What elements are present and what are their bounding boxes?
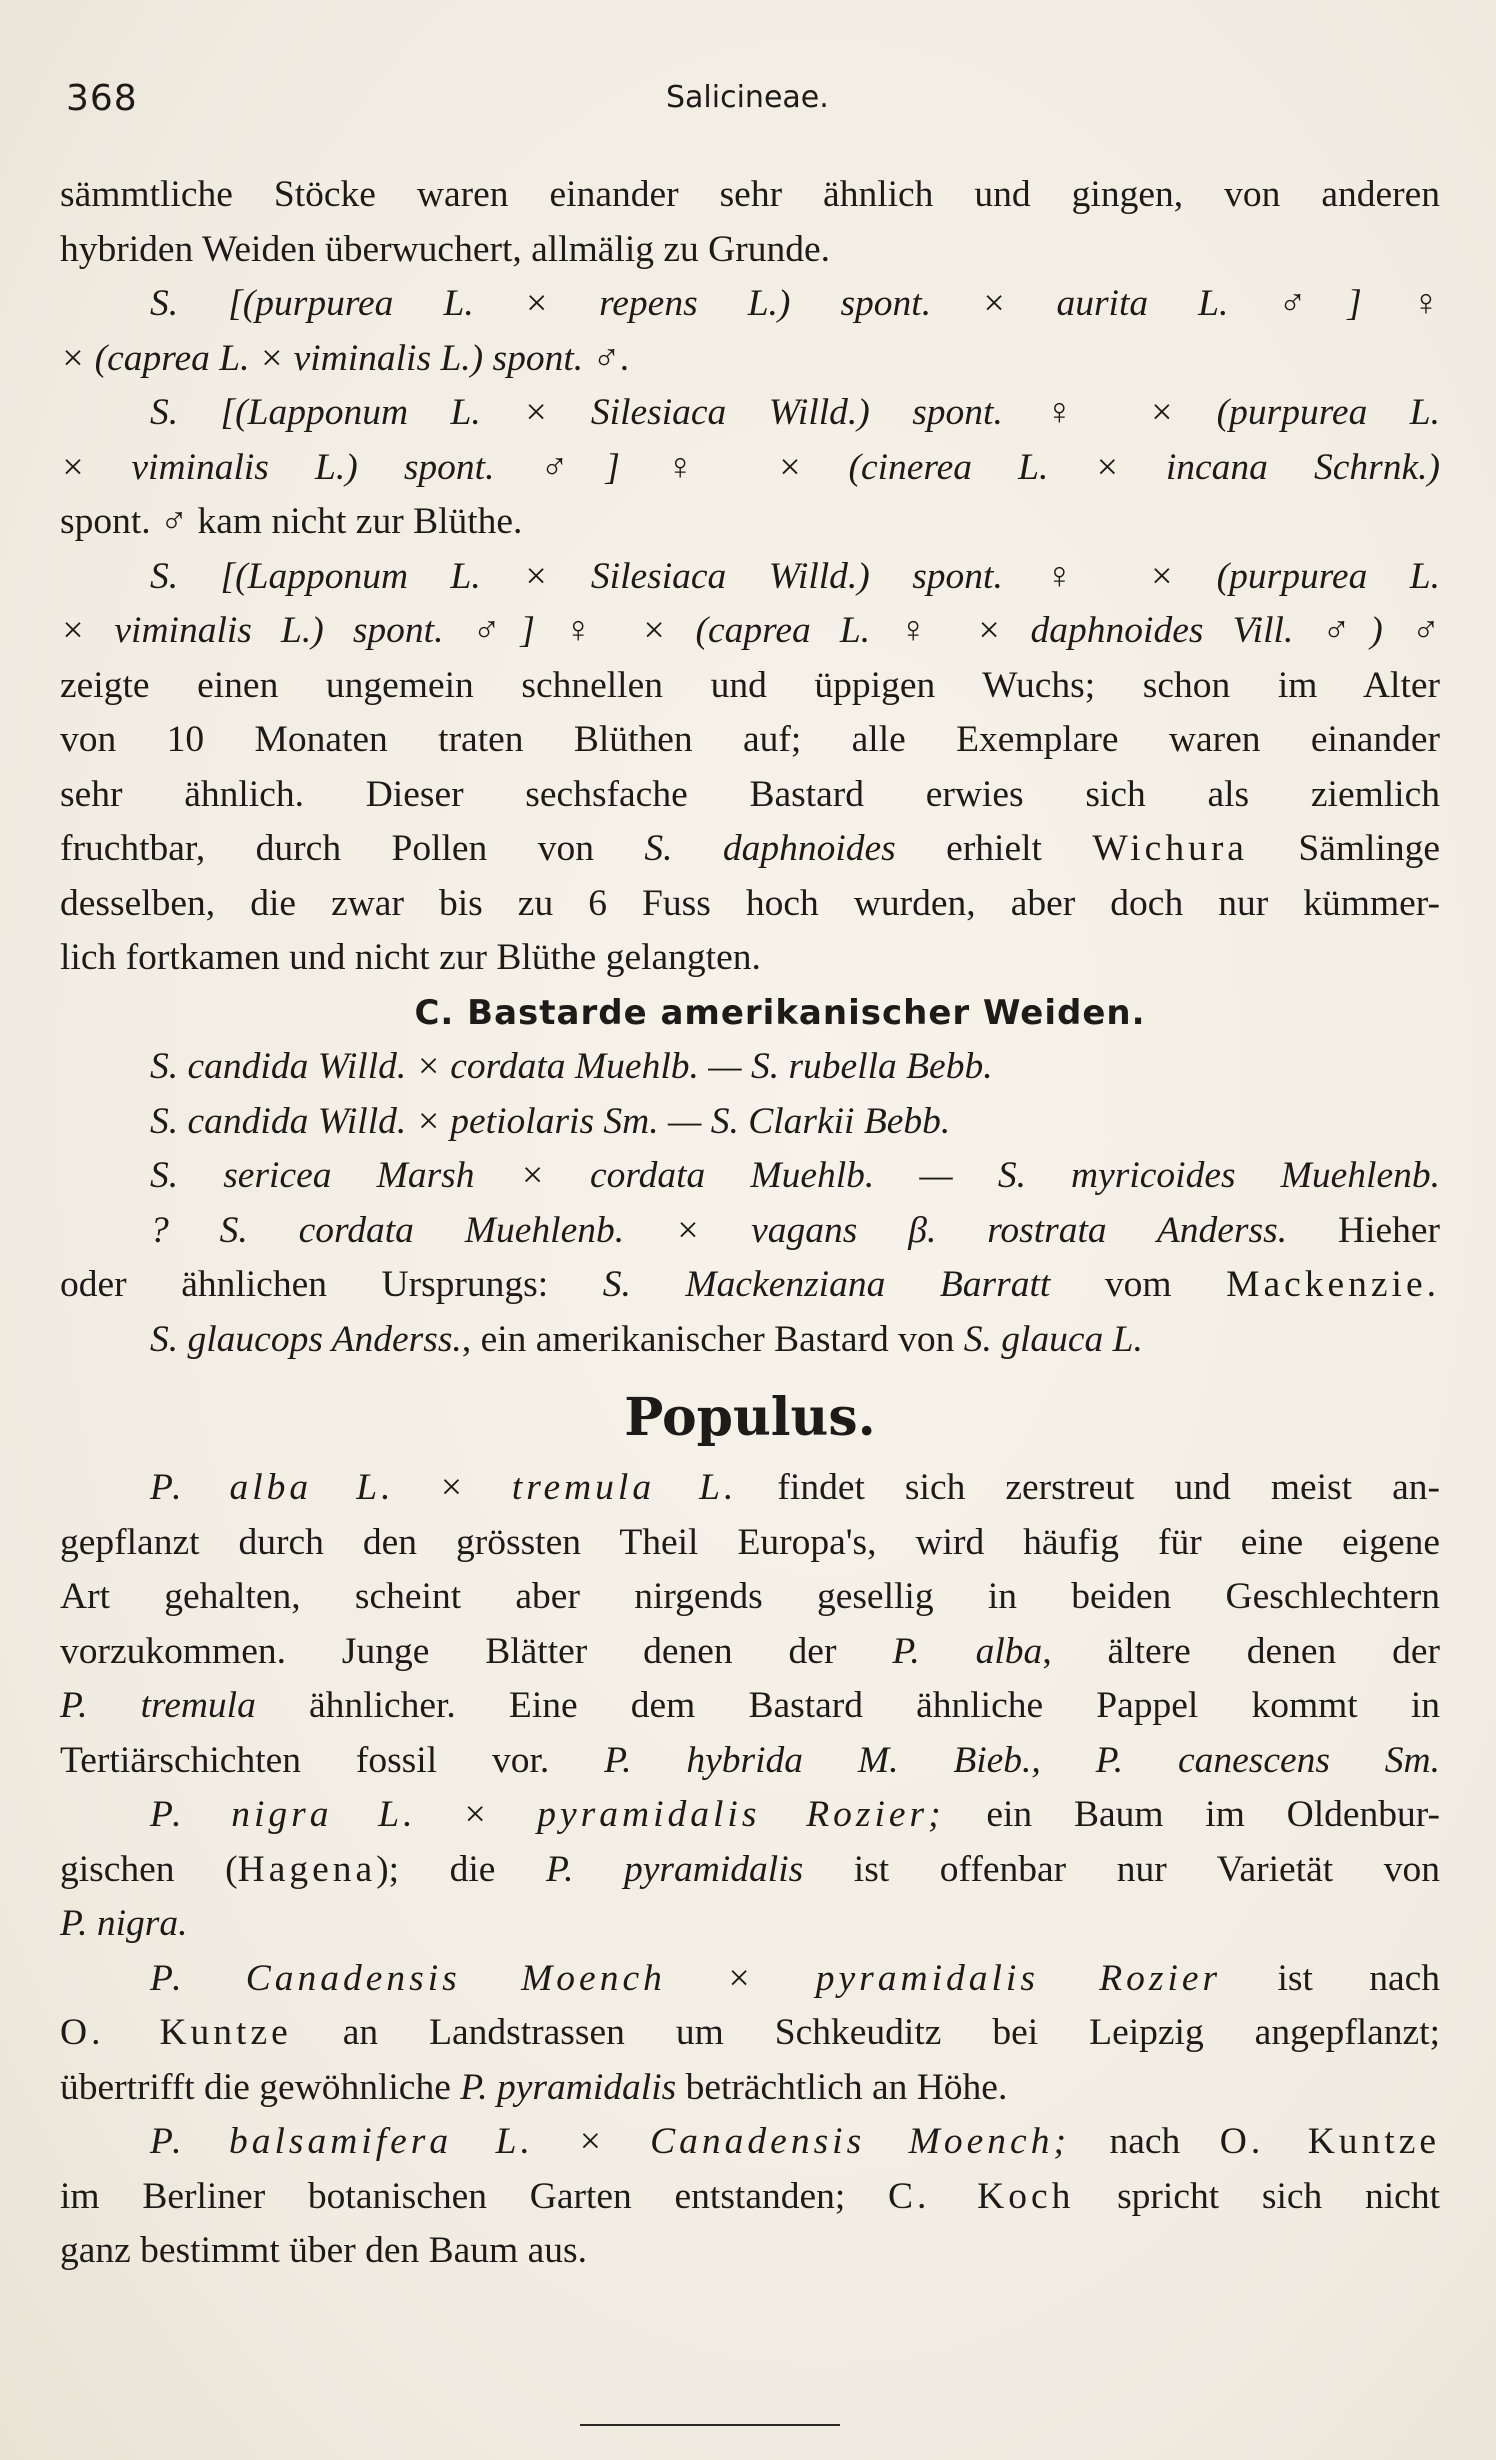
hybrid-formula: × (caprea L. × viminalis L.) spont. ♂. [60,337,631,379]
text-line [60,1204,1440,1259]
section-heading: C. Bastarde amerikanischer Weiden. [414,992,1146,1033]
closing-rule [580,2424,840,2426]
hybrid-formula: × viminalis L.) spont. ♂] ♀ × (cinerea L. × incana Schrnk.) [60,446,1440,488]
text-line: sehr ähnlich. Dieser sechsfache Bastard erwies sich als ziemlich [60,773,1440,815]
hybrid-formula: S. candida Willd. × petiolaris Sm. — S. Clarkii Bebb. [150,1100,951,1142]
text-line [60,2170,1440,2225]
species-name: P. hybrida M. Bieb., P. canescens Sm. [604,1739,1441,1781]
text-run: ähnlicher. Eine dem Bastard ähnliche Pappel kommt in [255,1685,1440,1726]
text-run: , ältere denen der [1042,1630,1440,1672]
populus-entry [60,1461,1440,1788]
running-head: Salicineae. [666,80,829,115]
species-name: S. glaucops Anderss. [150,1318,462,1360]
text-line: spont. ♂ kam nicht zur Blüthe. [60,501,523,542]
text-line [60,2061,1440,2116]
text-run: vom [1050,1264,1227,1305]
species-name: P. nigra. [60,1903,188,1944]
text-line [60,2006,1440,2061]
species-name: P. pyramidalis [460,2066,677,2108]
author-name: O. Kuntze [1219,2121,1440,2162]
text-line [60,2115,1440,2170]
text-line: desselben, die zwar bis zu 6 Fuss hoch wurden, aber doch nur kümmer- [60,882,1440,924]
text-run: übertrifft die gewöhnliche [60,2066,461,2108]
text-run: Sämlinge [1247,828,1440,869]
paragraph-continuation [60,168,1440,277]
text-run: gischen ( [60,1848,238,1890]
body-text [60,168,1440,2279]
text-run: nach [1069,2121,1220,2162]
species-name: P. tremula [60,1685,256,1726]
text-line [60,822,1440,877]
text-line [60,1843,1440,1898]
hybrid-formula: P. nigra L. × pyramidalis Rozier; [150,1794,945,1835]
hybrid-formula: P. balsamifera L. × Canadensis Moench; [150,2121,1070,2162]
author-name: Hagena [237,1848,377,1890]
hybrid-formula: S. candida Willd. × cordata Muehlb. — S. rubella Bebb. [150,1046,993,1087]
text-run: ist offenbar nur Varietät von [803,1848,1441,1890]
text-run: , ein amerikanischer Bastard von [461,1318,964,1360]
author-name: C. Koch [888,2175,1075,2217]
hybrid-formula: × viminalis L.) spont. ♂] ♀ × (caprea L. ♀ × daphnoides Vill. ♂) ♂ [60,610,1440,651]
text-line [60,1625,1440,1680]
genus-heading: Populus. [624,1387,876,1448]
text-line [60,1461,1440,1516]
text-line [60,1313,1440,1368]
text-line: Art gehalten, scheint aber nirgends gesellig in beiden Geschlechtern [60,1576,1440,1617]
hybrid-formula: S. [(purpurea L. × repens L.) spont. × aurita L. ♂] ♀ [150,283,1440,324]
text-run: fruchtbar, durch Pollen von [60,828,645,869]
text-run: ein Baum im Oldenbur- [944,1794,1440,1835]
text-run: ist nach [1221,1957,1440,1999]
hybrid-entry [60,277,1440,386]
text-line: lich fortkamen und nicht zur Blüthe gelangten. [60,937,761,978]
text-line [60,1679,1440,1734]
text-run: erhielt [895,828,1093,869]
text-line [60,1734,1440,1789]
text-line [60,1258,1440,1313]
text-line: zeigte einen ungemein schnellen und üppigen Wuchs; schon im Alter [60,664,1440,706]
text-line: von 10 Monaten traten Blüthen auf; alle Exemplare waren einander [60,719,1440,760]
text-run: findet sich zerstreut und meist an- [737,1467,1440,1508]
page-number: 368 [66,78,138,119]
text-run: oder ähnlichen Ursprungs: [60,1264,603,1305]
place-name: Mackenzie. [1226,1264,1440,1305]
text-run: vorzukommen. Junge Blätter denen der [60,1630,893,1672]
species-name: S. Mackenziana Barratt [602,1264,1051,1305]
populus-entry [60,1952,1440,2116]
hybrid-formula: ? S. cordata Muehlenb. × vagans β. rostrata Anderss. [150,1209,1288,1251]
hybrid-formula: S. [(Lapponum L. × Silesiaca Willd.) spont. ♀ × (purpurea L. [150,555,1440,597]
hybrid-formula: S. [(Lapponum L. × Silesiaca Willd.) spont. ♀ × (purpurea L. [150,392,1440,433]
text-line: sämmtliche Stöcke waren einander sehr ähnlich und gingen, von anderen [60,174,1440,215]
page-header [66,78,1426,138]
text-line [60,1788,1440,1843]
species-name: S. glauca L. [963,1318,1143,1360]
american-hybrids-list [60,1040,1440,1367]
text-run: Tertiärschichten fossil vor. [60,1739,605,1781]
text-run: beträchtlich an Höhe. [676,2066,1008,2108]
hybrid-formula: P. alba L. × tremula L. [150,1467,738,1508]
text-run: spricht sich nicht [1074,2175,1440,2217]
text-line: gepflanzt durch den grössten Theil Europa's, wird häufig für eine eigene [60,1521,1440,1563]
author-name: O. Kuntze [60,2012,292,2053]
hybrid-entry [60,386,1440,550]
text-line: hybriden Weiden überwuchert, allmälig zu Grunde. [60,228,830,270]
populus-entry [60,2115,1440,2279]
hybrid-formula: P. Canadensis Moench × pyramidalis Rozier [150,1957,1222,1999]
text-run: an Landstrassen um Schkeuditz bei Leipzig angepflanzt; [291,2012,1440,2053]
species-name: S. daphnoides [644,828,896,869]
hybrid-entry [60,550,1440,986]
author-name: Wichura [1092,828,1248,869]
text-run: ); die [376,1848,547,1890]
populus-entry [60,1788,1440,1952]
species-name: P. alba [892,1630,1043,1672]
text-run: im Berliner botanischen Garten entstanden; [60,2175,889,2217]
text-line [60,1952,1440,2007]
species-name: P. pyramidalis [546,1848,804,1890]
text-run: Hieher [1287,1209,1440,1251]
hybrid-formula: S. sericea Marsh × cordata Muehlb. — S. myricoides Muehlenb. [150,1155,1440,1196]
text-line: ganz bestimmt über den Baum aus. [60,2230,587,2271]
